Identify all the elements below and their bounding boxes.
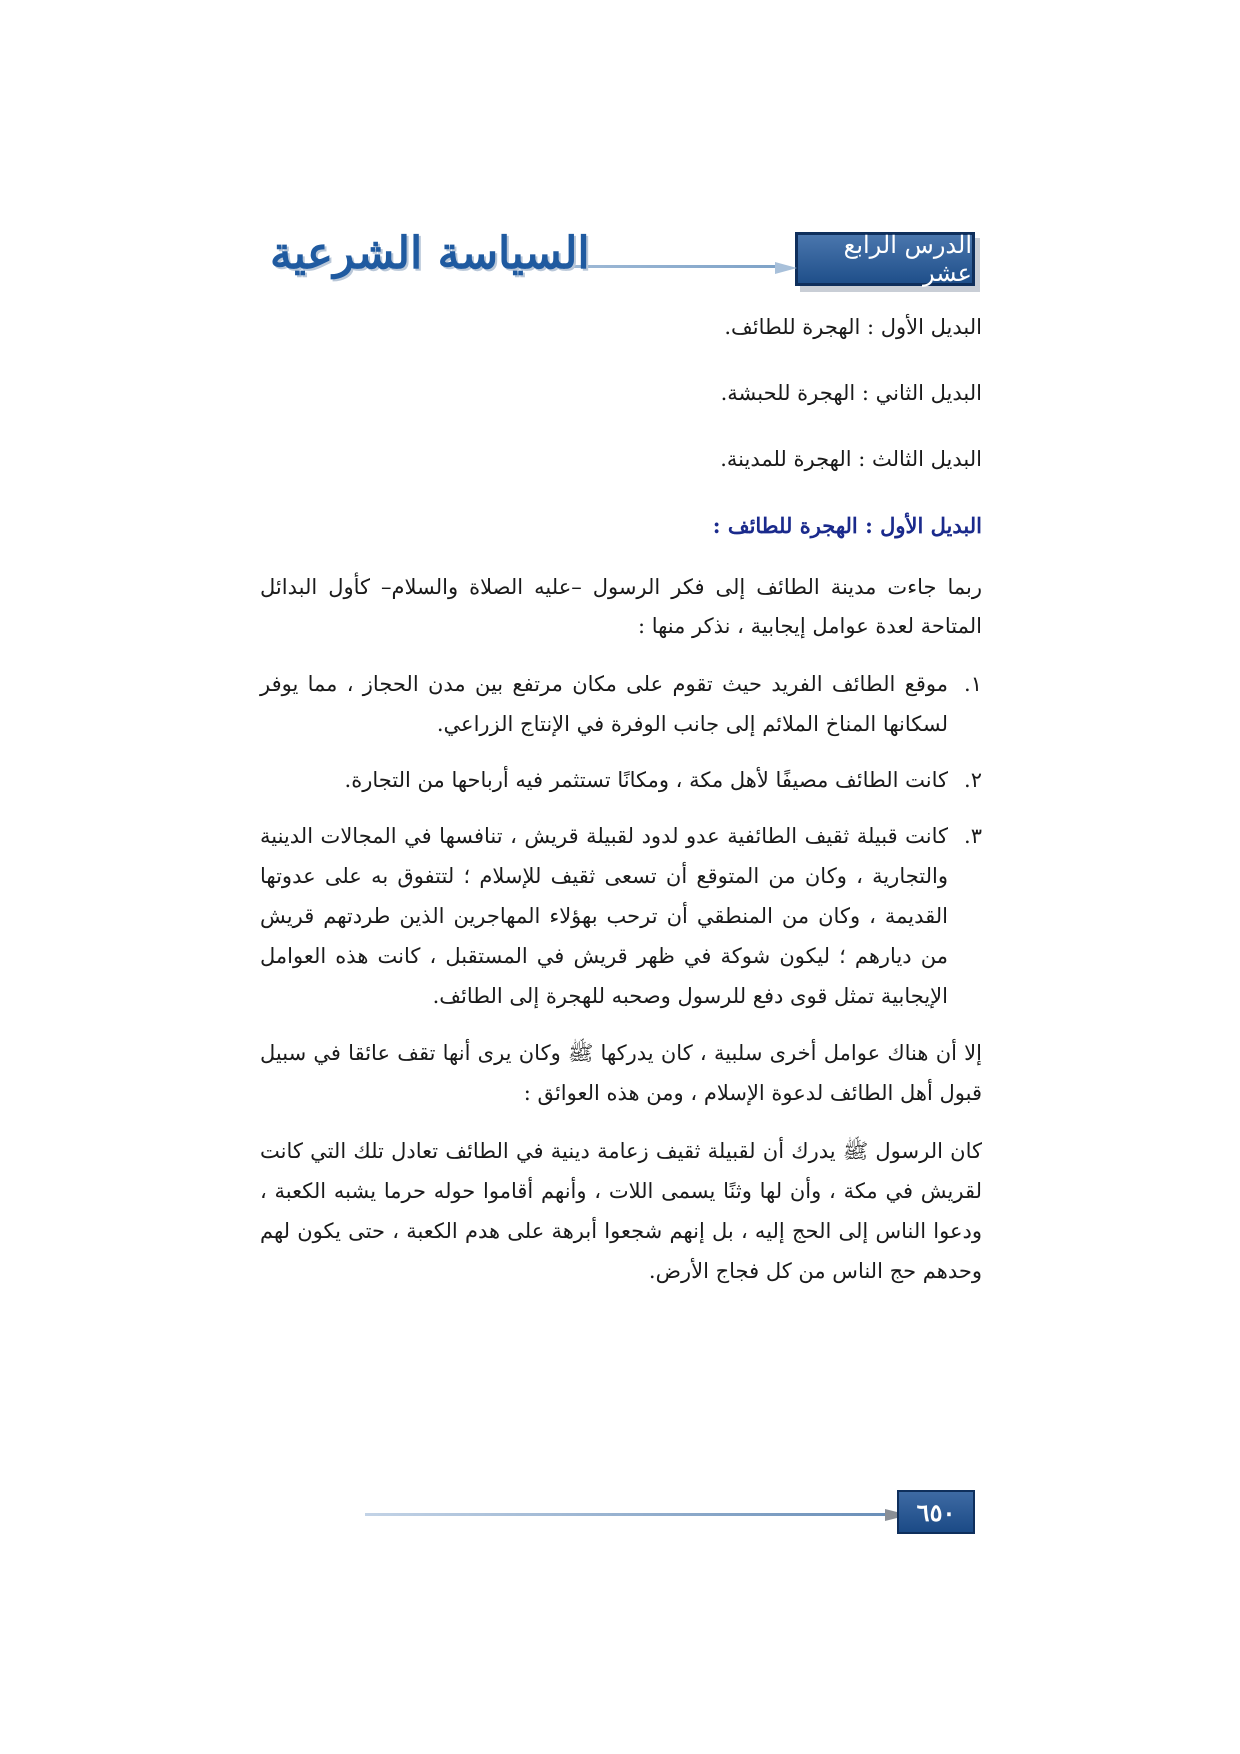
alternative-line: البديل الثالث : الهجرة للمدينة. [720,446,982,471]
page-number: ٦٥٠ [897,1490,975,1534]
footer-divider [365,1513,885,1516]
page-footer [270,1490,975,1540]
page-body [260,308,982,1310]
list-item [260,665,982,745]
list-number: ٣. [964,824,982,849]
list-text: كانت الطائف مصيفًا لأهل مكة ، ومكانًا تستثمر فيه أرباحها من التجارة. [344,768,948,793]
thaqif-paragraph: كان الرسول ﷺ يدرك أن لقبيلة ثقيف زعامة دينية في الطائف تعادل تلك التي كانت لقريش في مكة ، وأن لها وثنًا يسمى اللات ، وأنهم أقاموا حوله حرما يشبه الكعبة ، ودعوا الناس إلى الحج إليه ، بل إنهم شجعوا أبرهة على هدم الكعبة ، حتى يكون لهم وحدهم حج الناس من كل فجاج الأرض. [260,1139,982,1283]
list-number: ٢. [964,768,982,793]
negative-factors-paragraph: إلا أن هناك عوامل أخرى سلبية ، كان يدركها ﷺ وكان يرى أنها تقف عائقا في سبيل قبول أهل الطائف لدعوة الإسلام ، ومن هذه العوائق : [260,1041,982,1106]
list-text: كانت قبيلة ثقيف الطائفية عدو لدود لقبيلة قريش ، تنافسها في المجالات الدينية والتجارية ، وكان من المتوقع أن تسعى ثقيف للإسلام ؛ لتتفوق به على عدوتها القديمة ، وكان من المنطقي أن ترحب بهؤلاء المهاجرين الذين طردتهم قريش من ديارهم ؛ ليكون شوكة في ظهر قريش في المستقبل ، كانت هذه العوامل الإيجابية تمثل قوى دفع للرسول وصحبه للهجرة إلى الطائف. [260,824,948,1008]
book-title: السياسة الشرعية [270,228,590,279]
section-heading: البديل الأول : الهجرة للطائف : [712,512,982,538]
list-item [260,817,982,1016]
list-item [260,761,982,801]
factors-list [260,665,982,1016]
list-number: ١. [964,672,982,697]
alternative-line: البديل الأول : الهجرة للطائف. [724,315,982,339]
lesson-badge: الدرس الرابع عشر [795,232,975,286]
alternative-line: البديل الثاني : الهجرة للحبشة. [720,380,982,405]
list-text: موقع الطائف الفريد حيث تقوم على مكان مرتفع بين مدن الحجاز ، مما يوفر لسكانها المناخ الملائم إلى جانب الوفرة في الإنتاج الزراعي. [260,672,948,737]
page-header [270,228,975,292]
intro-paragraph: ربما جاءت مدينة الطائف إلى فكر الرسول –عليه الصلاة والسلام– كأول البدائل المتاحة لعدة عوامل إيجابية ، نذكر منها : [260,574,982,639]
